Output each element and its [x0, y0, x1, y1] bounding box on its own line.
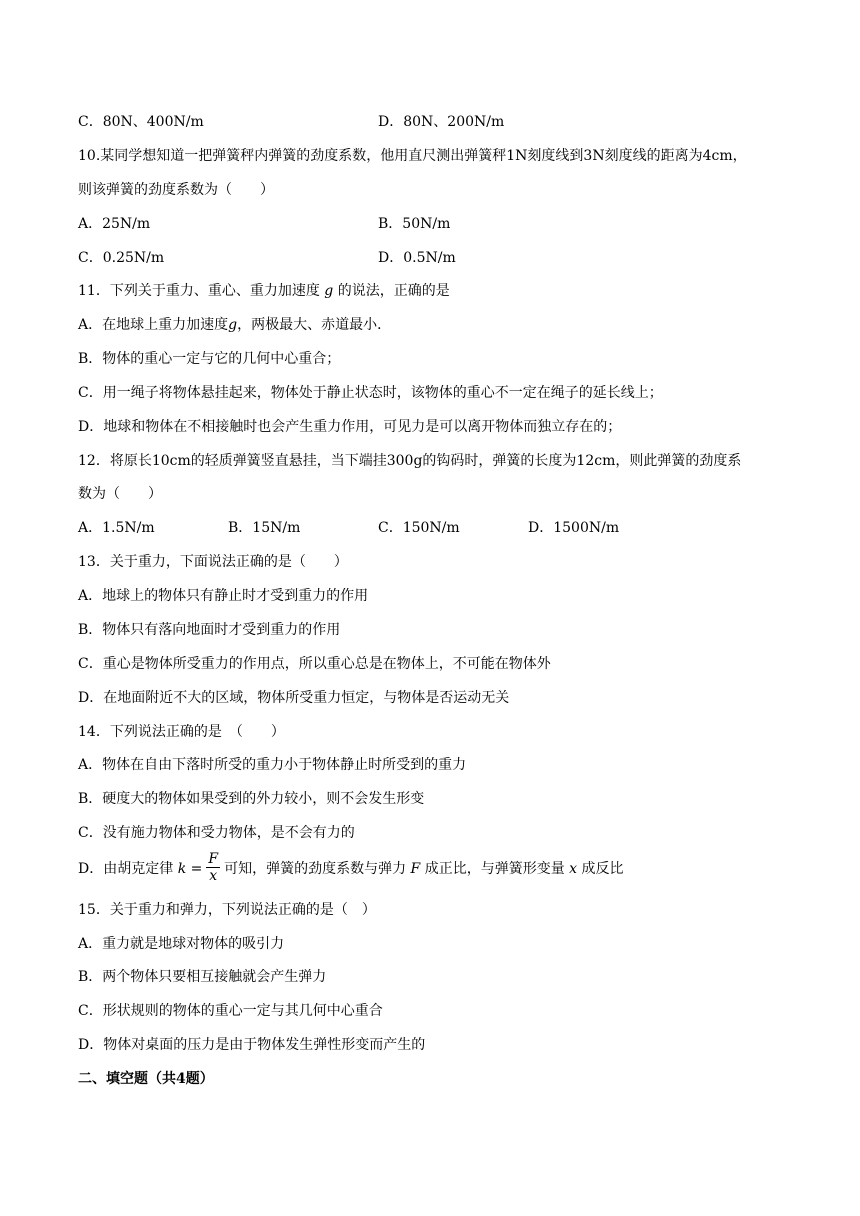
q12-option-a: A．1.5N/m [78, 520, 155, 536]
q14-d-mid2: 成正比，与弹簧形变量 [424, 861, 565, 877]
hooke-law-fraction [206, 851, 220, 884]
q14-option-a: A．物体在自由下落时所受的重力小于物体静止时所受到的重力 [78, 757, 467, 773]
q10-option-d: D．0.5N/m [378, 250, 456, 266]
q11-a-pre: A．在地球上重力加速度 [78, 317, 229, 333]
q11-a-var: g [228, 317, 238, 333]
q13-option-c: C．重心是物体所受重力的作用点，所以重心总是在物体上，不可能在物体外 [78, 656, 551, 672]
q14-d-pre: D．由胡克定律 [78, 861, 174, 877]
fraction-numerator: F [208, 850, 219, 867]
q14-d-mid: 可知，弹簧的劲度系数与弹力 [224, 861, 407, 877]
q12-option-c: C．150N/m [378, 520, 460, 536]
q11-option-a [78, 315, 391, 335]
fraction-denominator: x [209, 867, 218, 884]
q14-option-c: C．没有施力物体和受力物体，是不会有力的 [78, 825, 355, 841]
q15-option-b: B．两个物体只要相互接触就会产生弹力 [78, 969, 327, 985]
q14-option-b: B．硬度大的物体如果受到的外力较小，则不会发生形变 [78, 791, 425, 807]
q11-option-b: B．物体的重心一定与它的几何中心重合； [78, 351, 341, 367]
q10-stem-line1: 10.某同学想知道一把弹簧秤内弹簧的劲度系数，他用直尺测出弹簧秤1N刻度线到3N刻度线的距离为4cm， [78, 148, 747, 164]
q14-stem: 14．下列说法正确的是 （ ） [78, 724, 285, 740]
q11-option-c: C．用一绳子将物体悬挂起来，物体处于静止状态时，该物体的重心不一定在绳子的延长线上； [78, 385, 663, 401]
q11-stem [78, 281, 450, 301]
q14-d-var-x: x [569, 861, 578, 877]
q10-stem-line2: 则该弹簧的劲度系数为（ ） [78, 182, 274, 198]
q12-stem-line2: 数为（ ） [78, 486, 162, 502]
q15-option-c: C．形状规则的物体的重心一定与其几何中心重合 [78, 1003, 383, 1019]
q10-option-b: B．50N/m [378, 216, 451, 232]
q10-option-a: A．25N/m [78, 216, 151, 232]
q12-option-d: D．1500N/m [528, 520, 620, 536]
q14-d-post: 成反比 [581, 861, 624, 877]
q14-d-formula-lhs: k = [177, 861, 203, 877]
section-heading: 二、填空题（共4题） [78, 1071, 214, 1087]
q11-a-post: ，两极最大、赤道最小． [237, 317, 392, 333]
q14-d-var-f: F [410, 861, 421, 877]
q15-stem: 15．关于重力和弹力，下列说法正确的是（ ） [78, 902, 376, 918]
q11-stem-pre: 11．下列关于重力、重心、重力加速度 [78, 283, 320, 299]
q14-option-d [78, 852, 624, 886]
q15-option-d: D．物体对桌面的压力是由于物体发生弹性形变而产生的 [78, 1037, 426, 1053]
q11-stem-var: g [324, 283, 334, 299]
q13-stem: 13．关于重力，下面说法正确的是（ ） [78, 554, 348, 570]
q9-option-d: D．80N、200N/m [378, 114, 505, 130]
q13-option-b: B．物体只有落向地面时才受到重力的作用 [78, 622, 341, 638]
q12-option-b: B．15N/m [228, 520, 301, 536]
q13-option-d: D．在地面附近不大的区域，物体所受重力恒定，与物体是否运动无关 [78, 690, 510, 706]
q11-stem-post: 的说法，正确的是 [337, 283, 450, 299]
q9-option-c: C．80N、400N/m [78, 114, 204, 130]
q12-stem-line1: 12．将原长10cm的轻质弹簧竖直悬挂，当下端挂300g的钩码时，弹簧的长度为12cm，则此弹簧的劲度系 [78, 453, 742, 469]
q13-option-a: A．地球上的物体只有静止时才受到重力的作用 [78, 588, 369, 604]
q11-option-d: D．地球和物体在不相接触时也会产生重力作用，可见力是可以离开物体而独立存在的； [78, 419, 622, 435]
q15-option-a: A．重力就是地球对物体的吸引力 [78, 936, 285, 952]
q10-option-c: C．0.25N/m [78, 250, 165, 266]
